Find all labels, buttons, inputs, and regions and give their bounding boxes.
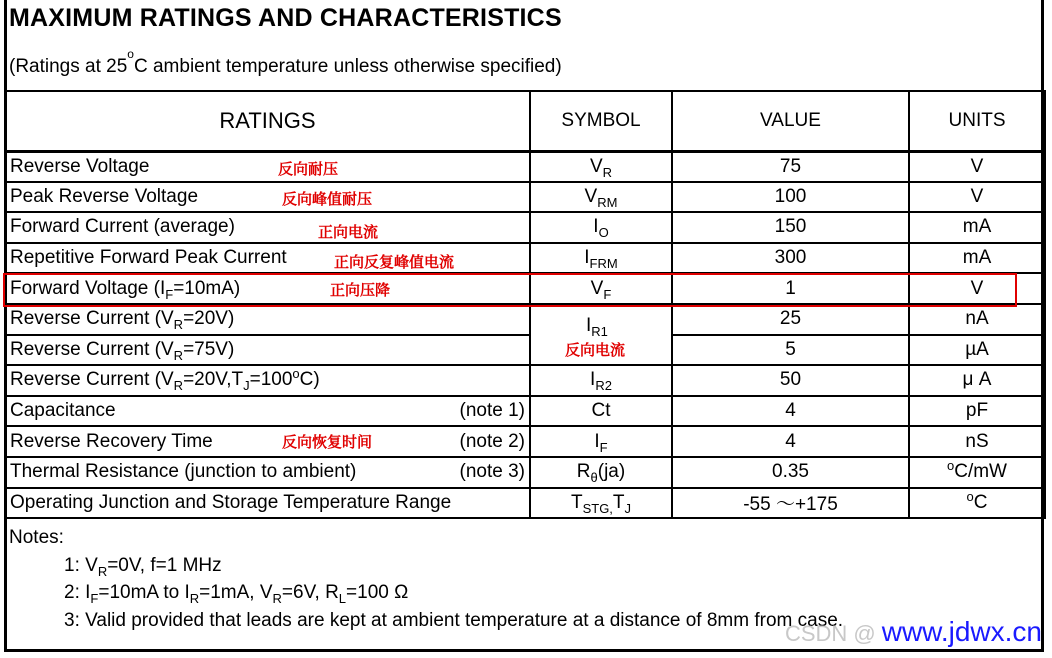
symbol-main: I <box>590 369 596 391</box>
symbol-merged <box>586 315 608 337</box>
unit-sup: o <box>966 488 974 504</box>
unit-cell: V <box>909 182 1045 213</box>
table-row <box>5 457 1045 488</box>
value-cell: 75 <box>672 151 909 182</box>
symbol-sub: FRM <box>589 256 618 272</box>
rating-name <box>10 339 234 361</box>
value-cell: 0.35 <box>672 457 909 488</box>
table-row <box>5 212 1045 243</box>
subtitle-degree: o <box>127 47 134 61</box>
note-sub: R <box>97 563 108 579</box>
table-row <box>5 396 1045 427</box>
symbol-post: (ja) <box>597 461 626 483</box>
note-sub: R <box>272 591 282 606</box>
value-cell: 4 <box>672 396 909 427</box>
subtitle-pre: (Ratings at 25 <box>9 56 128 77</box>
unit-cell <box>909 457 1045 488</box>
cn-annotation: 反向恢复时间 <box>282 433 373 452</box>
rating-cell <box>5 304 530 335</box>
name-sub: R <box>173 347 184 363</box>
value-cell: 4 <box>672 426 909 457</box>
table-row <box>5 365 1045 396</box>
name-sub: J <box>243 378 250 394</box>
symbol-sub: F <box>599 439 608 455</box>
name-part: C) <box>299 369 320 391</box>
table-row <box>5 243 1045 274</box>
symbol-cell <box>530 365 672 396</box>
rating-name: Capacitance <box>10 400 116 422</box>
note-part: =10mA to I <box>98 582 190 603</box>
note-part: =0V, f=1 MHz <box>107 554 222 576</box>
rating-cell <box>5 365 530 396</box>
unit-cell: µA <box>909 335 1045 366</box>
note-ref: (note 1) <box>459 400 525 422</box>
rating-cell <box>5 182 530 213</box>
cn-annotation: 正向电流 <box>318 223 379 242</box>
watermark <box>785 616 1042 648</box>
rating-cell <box>5 212 530 243</box>
cn-annotation: 正向压降 <box>330 281 391 300</box>
value-cell: 150 <box>672 212 909 243</box>
unit-cell: μ A <box>909 365 1045 396</box>
note-part: =6V, R <box>281 582 339 603</box>
unit-sup: o <box>947 458 955 474</box>
rating-name <box>10 278 240 300</box>
symbol-main: V <box>584 185 598 207</box>
rating-cell <box>5 243 530 274</box>
note-sub: F <box>90 591 99 606</box>
bottom-border <box>4 649 1044 652</box>
unit-cell <box>909 488 1045 519</box>
note-part: 2: I <box>64 582 91 603</box>
unit-cell: nS <box>909 426 1045 457</box>
value-cell: 1 <box>672 273 909 304</box>
note-ref: (note 3) <box>459 461 525 483</box>
symbol-cell <box>530 182 672 213</box>
header-units: UNITS <box>909 91 1045 151</box>
note-part: 1: V <box>64 554 98 576</box>
symbol-cell <box>530 151 672 182</box>
name-part: Forward Voltage (I <box>10 277 166 299</box>
unit-cell: V <box>909 151 1045 182</box>
symbol-sub: J <box>624 500 632 516</box>
note-part: =1mA, V <box>199 582 273 603</box>
page-title: MAXIMUM RATINGS AND CHARACTERISTICS <box>9 4 562 32</box>
name-part: Reverse Current (V <box>10 338 174 360</box>
name-part: =20V) <box>183 308 235 330</box>
name-sub: R <box>173 378 184 394</box>
symbol-cell <box>530 426 672 457</box>
value-cell: 5 <box>672 335 909 366</box>
rating-name: Reverse Recovery Time <box>10 430 213 452</box>
symbol-sub: θ <box>590 470 598 486</box>
symbol-main: I <box>593 216 599 238</box>
symbol-cell <box>530 212 672 243</box>
symbol-cell <box>530 273 672 304</box>
name-sub: F <box>165 286 174 302</box>
page-subtitle <box>9 47 562 78</box>
rating-name: Forward Current (average) <box>10 216 235 238</box>
table-row <box>5 273 1045 304</box>
table-row <box>5 182 1045 213</box>
name-sub: R <box>173 317 184 333</box>
unit-cell: mA <box>909 243 1045 274</box>
table-row <box>5 304 1045 335</box>
symbol-cell-merged <box>530 304 672 365</box>
rating-name: Repetitive Forward Peak Current <box>10 247 287 269</box>
note-sub: R <box>189 591 200 606</box>
unit-text: C <box>973 491 988 513</box>
name-part: =20V,T <box>183 369 244 391</box>
name-sup: o <box>292 366 300 382</box>
unit-cell: nA <box>909 304 1045 335</box>
name-part: =10mA) <box>173 277 241 299</box>
rating-cell <box>5 426 530 457</box>
note-sub: L <box>338 591 347 606</box>
symbol-sub: R2 <box>595 378 612 394</box>
name-part: Reverse Current (V <box>10 369 174 391</box>
unit-cell: mA <box>909 212 1045 243</box>
value-cell: -55 ～+175 <box>672 488 909 519</box>
rating-cell <box>5 335 530 366</box>
ratings-table <box>4 90 1046 519</box>
symbol-cell <box>530 243 672 274</box>
symbol-sub: RM <box>597 194 618 210</box>
symbol-main: R <box>576 461 591 483</box>
symbol-cell <box>530 488 672 519</box>
symbol-sub: O <box>598 225 609 241</box>
note-1 <box>9 552 843 580</box>
table-row <box>5 151 1045 182</box>
name-part: =100 <box>249 369 293 391</box>
notes-label: Notes: <box>9 527 64 548</box>
rating-name: Thermal Resistance (junction to ambient) <box>10 461 357 483</box>
rating-cell <box>5 457 530 488</box>
cn-annotation: 正向反复峰值电流 <box>334 252 455 271</box>
table-row <box>5 426 1045 457</box>
value-cell: 25 <box>672 304 909 335</box>
symbol-sub: F <box>603 286 612 302</box>
note-part: =100 Ω <box>346 582 409 603</box>
table-row <box>5 488 1045 519</box>
unit-text: C/mW <box>954 461 1007 483</box>
rating-cell <box>5 488 530 519</box>
cn-annotation: 反向峰值耐压 <box>282 189 373 208</box>
cn-annotation: 反向耐压 <box>278 159 339 178</box>
symbol-main: V <box>590 277 604 299</box>
rating-cell <box>5 151 530 182</box>
symbol-cell <box>530 457 672 488</box>
value-cell: 50 <box>672 365 909 396</box>
value-cell: 300 <box>672 243 909 274</box>
unit-cell: pF <box>909 396 1045 427</box>
cn-annotation: 反向电流 <box>565 340 626 359</box>
rating-name <box>10 308 235 333</box>
symbol-main: T <box>612 491 625 513</box>
name-part: =75V) <box>183 338 235 360</box>
symbol-sub: STG, <box>582 500 613 516</box>
name-part: Reverse Current (V <box>10 308 174 330</box>
unit-cell: V <box>909 273 1045 304</box>
symbol-sub: R <box>602 164 613 180</box>
notes-section <box>9 524 843 634</box>
header-value: VALUE <box>672 91 909 151</box>
symbol-main: I <box>584 247 590 269</box>
symbol-main: I <box>594 430 600 452</box>
watermark-site: www.jdwx.cn <box>881 616 1042 647</box>
header-ratings: RATINGS <box>5 91 530 151</box>
table-header-row <box>5 91 1045 151</box>
symbol-main: V <box>589 155 603 177</box>
rating-name <box>10 366 320 394</box>
watermark-csdn: CSDN @ <box>784 621 876 646</box>
note-3: 3: Valid provided that leads are kept at ambient temperature at a distance of 8mm from case. <box>64 609 844 631</box>
value-cell: 100 <box>672 182 909 213</box>
header-symbol: SYMBOL <box>530 91 672 151</box>
note-ref: (note 2) <box>459 430 525 452</box>
symbol-main: I <box>586 314 592 336</box>
note-2 <box>9 579 843 607</box>
rating-cell <box>5 273 530 304</box>
rating-name: Peak Reverse Voltage <box>10 185 199 207</box>
symbol-cell: Ct <box>530 396 672 427</box>
rating-name: Operating Junction and Storage Temperature Range <box>10 491 452 513</box>
symbol-sub: R1 <box>591 323 608 339</box>
subtitle-post: C ambient temperature unless otherwise specified) <box>133 56 562 77</box>
symbol-main: T <box>570 491 583 513</box>
table-row <box>5 335 1045 366</box>
rating-cell <box>5 396 530 427</box>
rating-name: Reverse Voltage <box>10 155 150 177</box>
